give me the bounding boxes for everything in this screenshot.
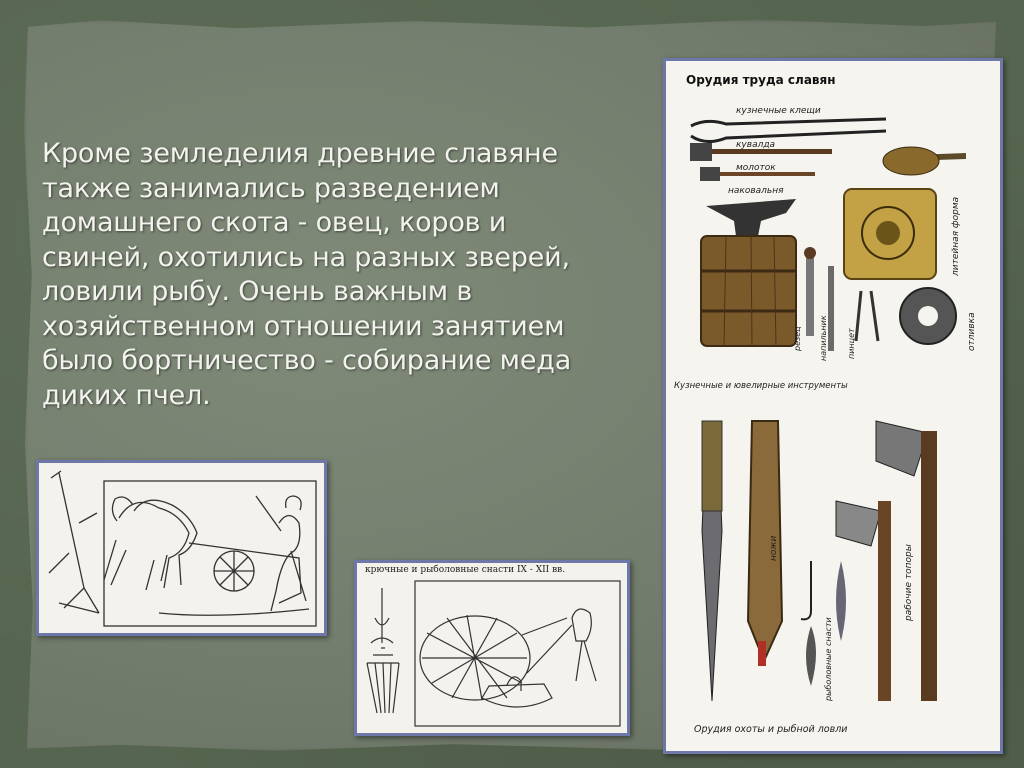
label-knives: ножи (769, 535, 779, 561)
label-tweezers: пинцет (847, 328, 856, 359)
slide-body-text: Кроме земледелия древние славяне также занимались разведением домашнего скота - овец, коров и свиней, охотились на разных зверей, ловили рыбу. Очень важным в хозяйственном отношении занятием было бортничество - собирание меда диких пчел. (42, 138, 572, 411)
plough-illustration (36, 460, 327, 636)
tools-drawing (666, 61, 1000, 751)
label-anvil: наковальня (728, 186, 784, 196)
tools-section-1: Кузнечные и ювелирные инструменты (674, 381, 848, 391)
plough-drawing (39, 463, 324, 633)
fishing-illustration (354, 560, 630, 736)
label-tongs: кузнечные клещи (736, 106, 821, 116)
label-axes: рабочие топоры (904, 544, 914, 621)
tools-section-2: Орудия охоты и рыбной ловли (694, 724, 848, 735)
label-sledgehammer: кувалда (736, 140, 776, 150)
tools-illustration (663, 58, 1003, 754)
label-casting: отливка (967, 312, 977, 351)
label-cutter: резец (793, 326, 802, 351)
fishing-drawing (357, 563, 627, 733)
label-hammer: молоток (736, 163, 776, 173)
fishing-caption: крючные и рыболовные снасти IX - XII вв. (365, 565, 566, 575)
label-hooks: рыболовные снасти (824, 617, 833, 701)
tools-title: Орудия труда славян (686, 73, 836, 87)
label-mold: литейная форма (951, 196, 961, 276)
label-file: напильник (819, 315, 828, 361)
